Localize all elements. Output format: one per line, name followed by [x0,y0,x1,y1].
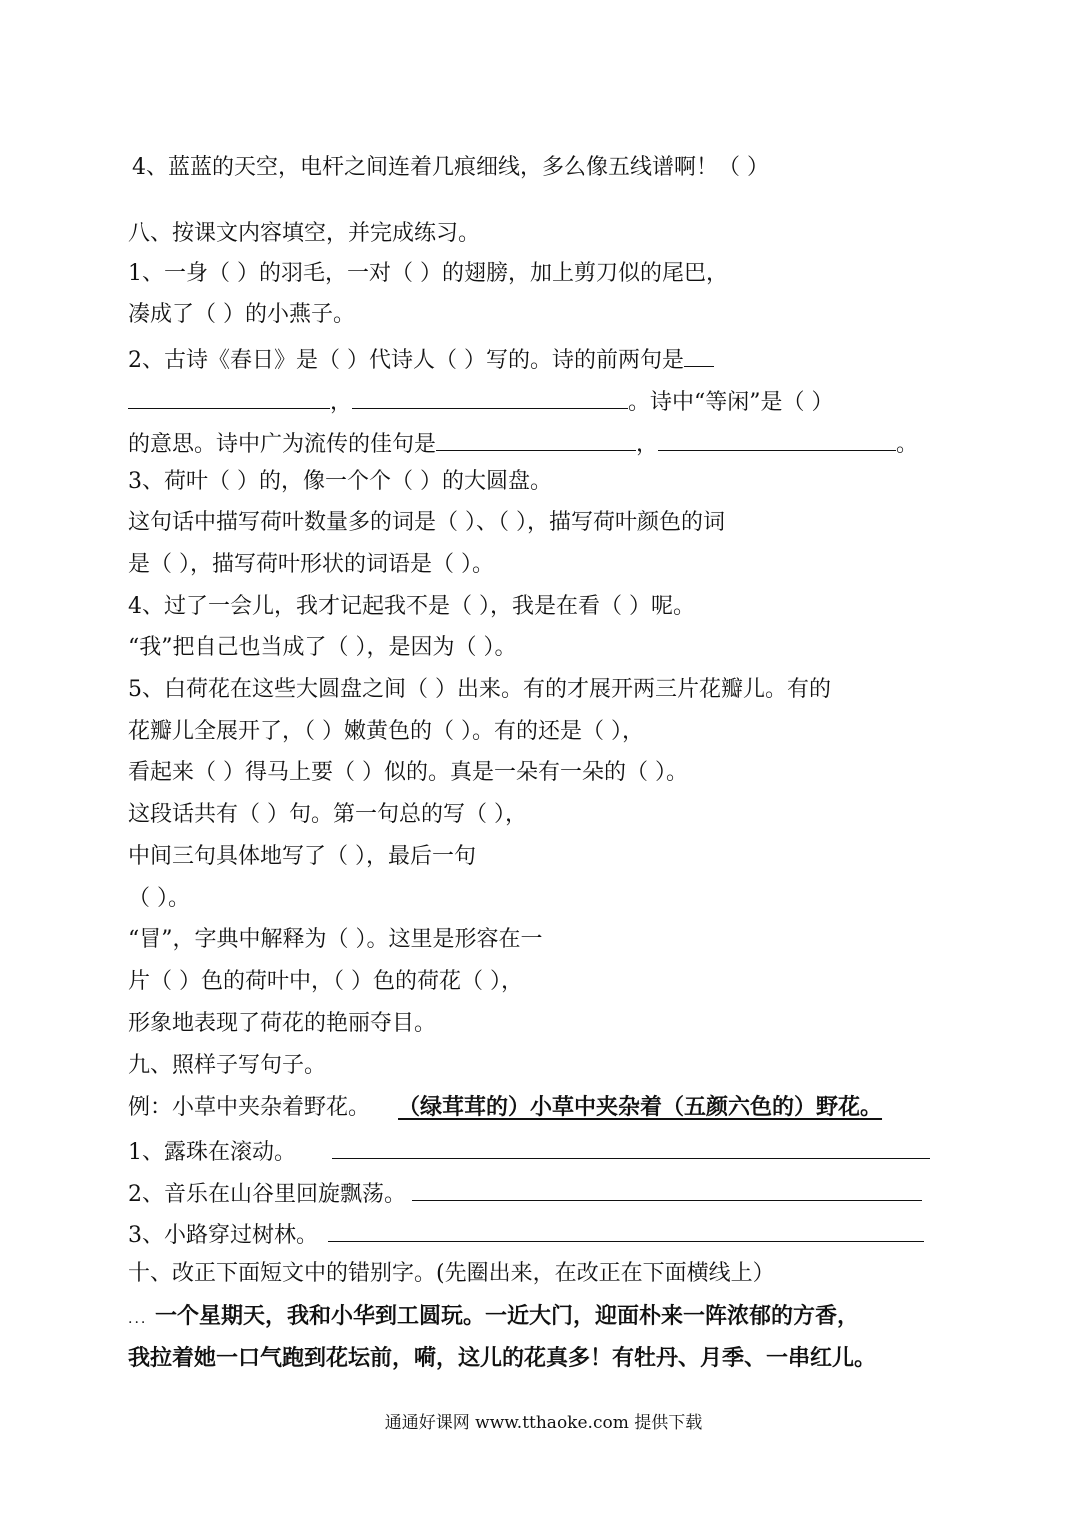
answer-blank[interactable] [436,426,636,451]
answer-blank[interactable] [412,1176,922,1201]
section-10-heading: 十、改正下面短文中的错别字。(先圈出来，在改正在下面横线上） [128,1261,775,1286]
period: 。 [896,432,919,457]
q8-2-line1 [128,342,960,376]
passage-text-1: 一个星期天，我和小华到工圆玩。一近大门，迎面朴来一阵浓郁的方香， [155,1303,860,1329]
q8-1-line2: 凑成了（ ）的小燕子。 [128,302,355,327]
section-9-heading: 九、照样子写句子。 [128,1053,327,1078]
example-prompt: 例：小草中夹杂着野花。 [128,1095,371,1120]
section-8-heading: 八、按课文内容填空，并完成练习。 [128,221,481,246]
answer-blank[interactable] [128,384,330,409]
answer-blank[interactable] [328,1217,924,1242]
q9-2-prompt: 2、音乐在山谷里回旋飘荡。 [128,1182,406,1207]
q8-4-line1: 4、过了一会儿，我才记起我不是（ ），我是在看（ ）呢。 [128,594,695,619]
q8-3-line2: 这句话中描写荷叶数量多的词是（ ）、（ ），描写荷叶颜色的词 [128,510,725,535]
q8-5-line9: 形象地表现了荷花的艳丽夺目。 [128,1011,437,1036]
q8-2-line3 [128,426,960,460]
q8-5-line1: 5、白荷花在这些大圆盘之间（ ）出来。有的才展开两三片花瓣儿。有的 [128,677,831,702]
answer-blank[interactable] [658,426,896,451]
q8-5-line8: 片（ ）色的荷叶中，（ ）色的荷花（ ）， [128,969,523,994]
q8-3-line3: 是（ ），描写荷叶形状的词语是（ ）。 [128,552,494,577]
page-footer: 通通好课网 www.tthaoke.com 提供下载 [384,1413,703,1433]
q8-5-line5: 中间三句具体地写了（ ），最后一句 [128,844,476,869]
answer-blank[interactable] [332,1134,930,1159]
q8-2-text: 2、古诗《春日》是（ ）代诗人（ ）写的。诗的前两句是 [128,348,684,373]
passage-line2: 我拉着她一口气跑到花坛前，嗬，这儿的花真多！有牡丹、月季、一串红儿。 [128,1345,877,1371]
q9-2-line [128,1176,960,1210]
passage-line1 [128,1301,960,1334]
example-answer: （绿茸茸的）小草中夹杂着（五颜六色的）野花。 [398,1094,883,1120]
q8-2-line2 [128,384,960,418]
q9-3-prompt: 3、小路穿过树林。 [128,1223,318,1248]
answer-blank[interactable] [352,384,628,409]
q8-5-line3: 看起来（ ）得马上要（ ）似的。真是一朵有一朵的（ ）。 [128,760,688,785]
q9-3-line [128,1217,960,1251]
dot-marks: ... [128,1311,148,1327]
q8-2-text-2: 。诗中“等闲”是（ ） [628,390,834,415]
q8-5-line4: 这段话共有（ ）句。第一句总的写（ ）， [128,802,527,827]
comma: ， [636,432,659,457]
q8-2-text-3: 的意思。诗中广为流传的佳句是 [128,432,437,457]
q8-1-line1: 1、一身（ ）的羽毛，一对（ ）的翅膀，加上剪刀似的尾巴， [128,261,728,286]
q8-3-line1: 3、荷叶（ ）的，像一个个（ ）的大圆盘。 [128,469,552,494]
q8-5-line6: （ ）。 [128,886,190,911]
q9-1-prompt: 1、露珠在滚动。 [128,1140,296,1165]
q8-5-line2: 花瓣儿全展开了，（ ）嫩黄色的（ ）。有的还是（ ）， [128,719,644,744]
answer-blank[interactable] [684,342,714,367]
q8-5-line7: “冒”，字典中解释为（ ）。这里是形容在一 [128,927,543,952]
example-line [128,1092,960,1123]
q8-4-line2: “我”把自己也当成了（ ），是因为（ ）。 [128,635,517,660]
q9-1-line [128,1134,960,1168]
comma: ， [330,390,353,415]
question-7-4: 4、蓝蓝的天空，电杆之间连着几痕细线，多么像五线谱啊！（ ） [132,155,769,180]
